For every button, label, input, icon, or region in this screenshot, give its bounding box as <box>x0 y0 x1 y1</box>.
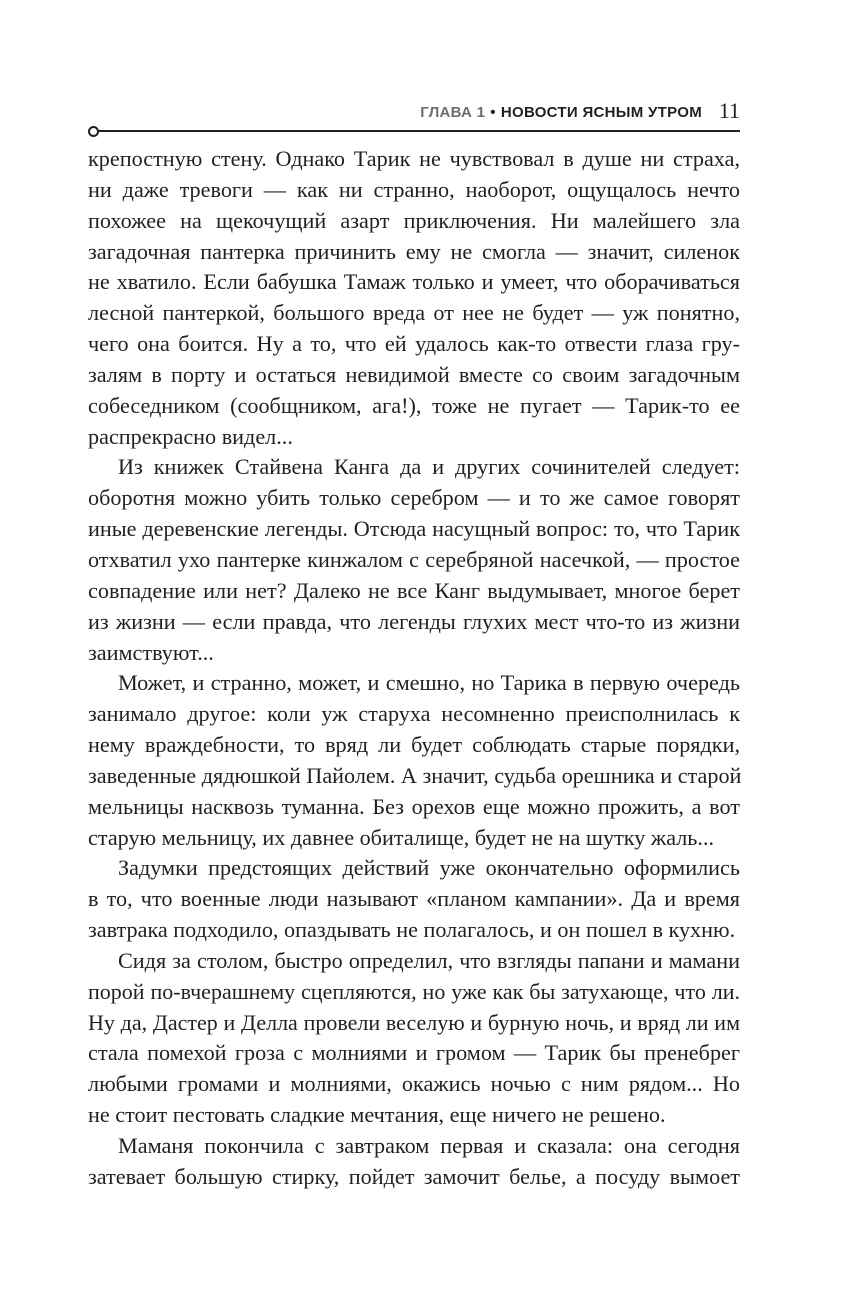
text-line: залям в порту и остаться невидимой вместе со своим загадочным <box>88 361 740 387</box>
text-line: не хватило. Если бабушка Тамаж только и умеет, что оборачиваться <box>88 269 740 295</box>
running-header <box>88 96 740 136</box>
text-line: Ну да, Дастер и Делла провели веселую и бурную ночь, и вряд ли им <box>88 1009 740 1035</box>
text-line: в то, что военные люди называют «планом кампании». Да и время <box>88 886 740 912</box>
bullet-separator: • <box>490 104 496 121</box>
text-line: любыми громами и молниями, окажись ночью с ним рядом... Но <box>88 1071 740 1097</box>
text-line: затевает большую стирку, пойдет замочит белье, а посуду вымоет <box>88 1163 740 1189</box>
text-line: совпадение или нет? Далеко не все Канг выдумывает, многое берет <box>88 577 740 603</box>
text-line: занимало другое: коли уж старуха несомненно преисполнилась к <box>88 701 740 727</box>
text-line: лесной пантеркой, большого вреда от нее не будет — уж понятно, <box>88 300 740 326</box>
text-line: Сидя за столом, быстро определил, что взгляды папани и мамани <box>118 947 740 973</box>
text-line: заимствуют... <box>88 639 214 665</box>
page-number: 11 <box>718 98 740 123</box>
text-line: завтрака подходило, опаздывать не полагалось, и он пошел в кухню. <box>88 917 736 943</box>
header-rule <box>96 130 740 132</box>
text-line: из жизни — если правда, что легенды глухих мест что-то из жизни <box>88 608 740 634</box>
text-line: ни даже тревоги — как ни странно, наоборот, ощущалось нечто <box>88 176 740 202</box>
text-line: мельницы насквозь туманна. Без орехов еще можно прожить, а вот <box>88 793 740 819</box>
text-line: иные деревенские легенды. Отсюда насущный вопрос: то, что Тарик <box>88 516 740 542</box>
body-text <box>88 144 740 1193</box>
text-line: собеседником (сообщником, ага!), тоже не пугает — Тарик-то ее <box>88 392 740 418</box>
text-line: Из книжек Стайвена Канга да и других сочинителей следует: <box>118 454 740 480</box>
text-line: чего она боится. Ну а то, что ей удалось как-то отвести глаза гру- <box>88 331 740 357</box>
section-title: НОВОСТИ ЯСНЫМ УТРОМ <box>500 104 702 121</box>
text-line: Может, и странно, может, и смешно, но Тарика в первую очередь <box>118 670 740 696</box>
text-line: не стоит пестовать сладкие мечтания, еще ничего не решено. <box>88 1102 666 1128</box>
text-line: нему враждебности, то вряд ли будет соблюдать старые порядки, <box>88 732 740 758</box>
text-line: стала помехой гроза с молниями и громом — Тарик бы пренебрег <box>88 1040 740 1066</box>
running-header-title <box>420 104 702 121</box>
text-line: Задумки предстоящих действий уже окончательно оформились <box>118 855 740 881</box>
text-line: похожее на щекочущий азарт приключения. Ни малейшего зла <box>88 207 740 233</box>
header-rule-dot <box>88 126 99 137</box>
text-line: отхватил ухо пантерке кинжалом с серебряной насечкой, — простое <box>88 546 740 572</box>
text-line: крепостную стену. Однако Тарик не чувствовал в душе ни страха, <box>88 146 740 171</box>
text-line: порой по-вчерашнему сцепляются, но уже как бы затухающе, что ли. <box>88 978 740 1004</box>
text-line: распрекрасно видел... <box>88 423 293 449</box>
text-line: Маманя покончила с завтраком первая и сказала: она сегодня <box>118 1133 740 1158</box>
text-line: старую мельницу, их давнее обиталище, будет не на шутку жаль... <box>88 824 715 850</box>
text-line: загадочная пантерка причинить ему не смогла — значит, силенок <box>88 238 740 264</box>
chapter-label: ГЛАВА 1 <box>420 104 486 121</box>
text-line: оборотня можно убить только серебром — и то же самое говорят <box>88 485 740 511</box>
text-line: заведенные дядюшкой Пайолем. А значит, судьба орешника и старой <box>88 762 742 788</box>
